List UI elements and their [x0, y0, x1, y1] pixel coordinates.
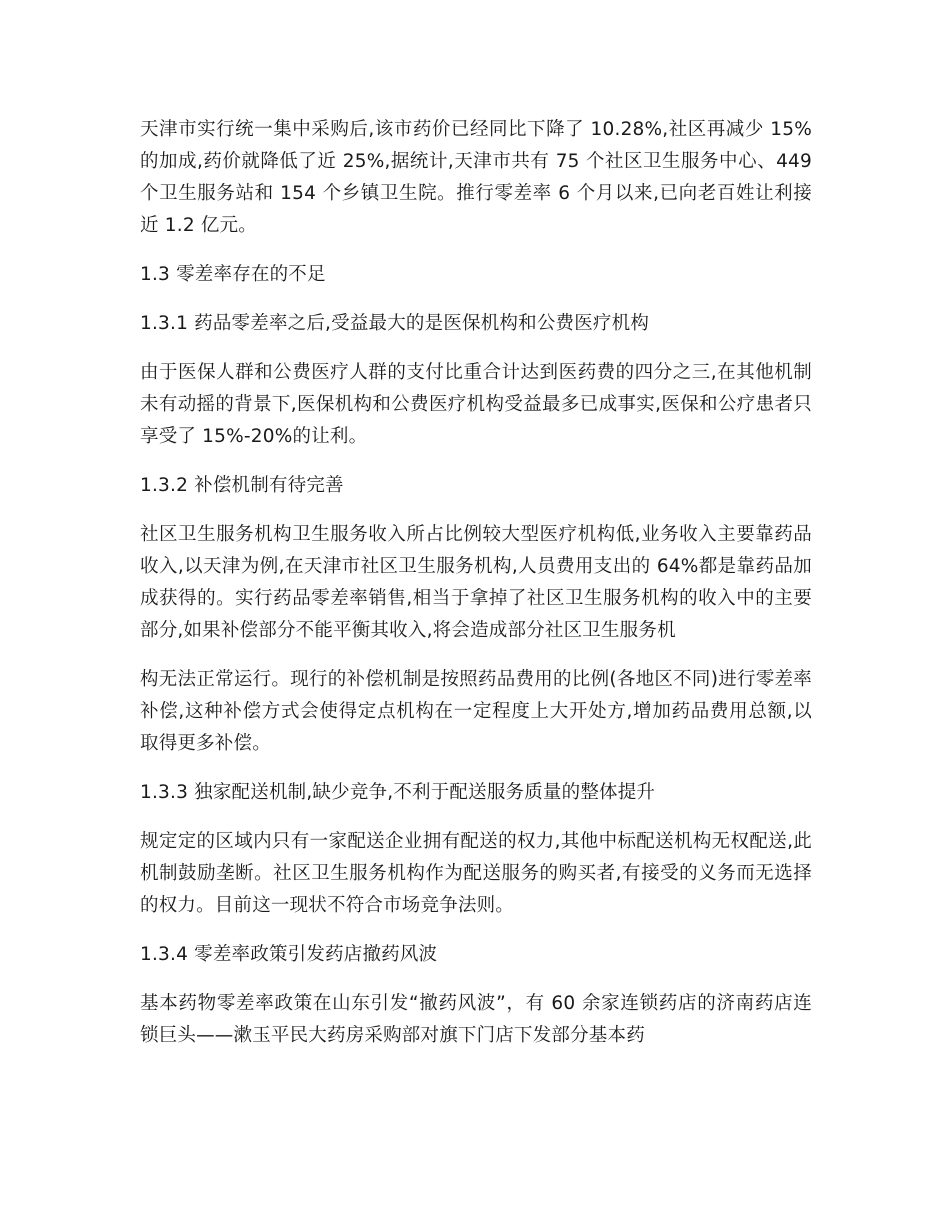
paragraph-compensation-mechanism: 构无法正常运行。现行的补偿机制是按照药品费用的比例(各地区不同)进行零差率补偿,这种补偿方式会使得定点机构在一定程度上大开处方,增加药品费用总额,以取得更多补偿。 — [140, 669, 812, 754]
section-heading-1-3-2: 1.3.2 补偿机制有待完善 — [140, 475, 344, 496]
section-heading-1-3: 1.3 零差率存在的不足 — [140, 264, 326, 285]
paragraph-insurance-beneficiary: 由于医保人群和公费医疗人群的支付比重合计达到医药费的四分之三,在其他机制未有动摇的背景下,医保机构和公费医疗机构受益最多已成事实,医保和公疗患者只享受了 15%-20%的让利。 — [140, 362, 812, 447]
section-heading-1-3-3: 1.3.3 独家配送机制,缺少竞争,不利于配送服务质量的整体提升 — [140, 782, 656, 803]
document-page — [140, 114, 812, 1069]
paragraph-community-revenue: 社区卫生服务机构卫生服务收入所占比例较大型医疗机构低,业务收入主要靠药品收入,以天津为例,在天津市社区卫生服务机构,人员费用支出的 64%都是靠药品加成获得的。实行药品零差率销售,相当于拿掉了社区卫生服务机构的收入中的主要部分,如果补偿部分不能平衡其收入,将会造成部分社区卫生服务机 — [140, 524, 812, 641]
paragraph-pharmacy-withdrawal: 基本药物零差率政策在山东引发“撤药风波”，有 60 余家连锁药店的济南药店连锁巨头——漱玉平民大药房采购部对旗下门店下发部分基本药 — [140, 993, 812, 1046]
section-heading-1-3-1: 1.3.1 药品零差率之后,受益最大的是医保机构和公费医疗机构 — [140, 313, 650, 334]
paragraph-tianjin-procurement: 天津市实行统一集中采购后,该市药价已经同比下降了 10.28%,社区再减少 15%的加成,药价就降低了近 25%,据统计,天津市共有 75 个社区卫生服务中心、449 个卫生服务站和 154 个乡镇卫生院。推行零差率 6 个月以来,已向老百姓让利接近 1.2 亿元。 — [140, 119, 812, 236]
paragraph-exclusive-distribution: 规定定的区域内只有一家配送企业拥有配送的权力,其他中标配送机构无权配送,此机制鼓励垄断。社区卫生服务机构作为配送服务的购买者,有接受的义务而无选择的权力。目前这一现状不符合市场竞争法则。 — [140, 831, 812, 916]
section-heading-1-3-4: 1.3.4 零差率政策引发药店撤药风波 — [140, 944, 438, 965]
